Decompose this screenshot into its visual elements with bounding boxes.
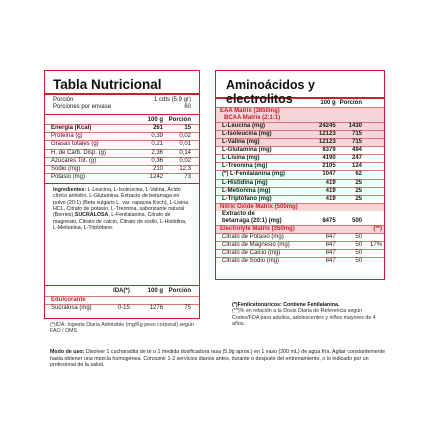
- sucralose-100g: 1276: [132, 305, 165, 313]
- sucralose-ida: 0-15: [102, 305, 132, 313]
- table-row: [216, 122, 384, 130]
- cell-b: 73: [165, 173, 199, 181]
- nitric-oxide-header-row: [216, 203, 384, 211]
- cell-name: L-Glutamina (mg): [216, 147, 312, 155]
- cell-name: Citrato de Potasio (mg): [216, 234, 312, 242]
- column-header-100g: 100 g: [147, 288, 164, 294]
- cell-name: L-Isoleucina (mg): [216, 130, 312, 138]
- column-header-ida: IDA(*): [113, 288, 130, 294]
- cell-a: 2,36: [131, 149, 165, 157]
- serving-size-label: Porción: [53, 96, 74, 103]
- usage-text: Disolver 1 cucharadita de té o 1 medida dosificadora rasa (5,9g aprox.) en 1 vaso (200 mL) de agua fría. Agitar constantemente hasta obtener una mezcla homogénea. Consumir 1-2 servicios diarios antes, durante o después del entrenamiento, o lo indicado por un profesional de la salud.: [50, 349, 386, 369]
- serving-size-value: 1 cdts (5,9 gr): [153, 96, 191, 103]
- cell-name: Potasio (mg): [45, 173, 131, 181]
- table-row: [216, 234, 384, 242]
- ingredients-sweetener: SUCRALOSA: [74, 212, 109, 219]
- cell-name: L-Treonina (mg): [216, 163, 312, 171]
- cell-b: 50: [338, 234, 364, 242]
- table-row: [45, 141, 199, 149]
- cell-a: 261: [131, 125, 165, 133]
- cell-a: 8379: [312, 147, 338, 155]
- divider: [45, 114, 199, 116]
- column-header-portion: Porción: [168, 288, 191, 294]
- amino-acids-table: [216, 100, 384, 266]
- cell-b: 0,01: [165, 141, 199, 149]
- sweetener-ida-table: [44, 285, 200, 319]
- table-row: [45, 165, 199, 173]
- table-row: [45, 133, 199, 141]
- cell-b: 25: [338, 179, 364, 187]
- table-row: [216, 147, 384, 155]
- beetroot-extract-portion: 500: [352, 218, 363, 224]
- electrolyte-header-row: [216, 226, 384, 234]
- table-row: [216, 130, 384, 138]
- usage-label: Modo de uso:: [50, 349, 85, 355]
- table-row: [216, 139, 384, 147]
- sucralose-portion: 75: [165, 305, 199, 313]
- usage-instructions: [50, 349, 395, 369]
- cell-a: 1242: [131, 173, 165, 181]
- cell-c: [364, 234, 384, 242]
- cell-name: H. de Carb. Disp. (g): [45, 149, 131, 157]
- column-header-100g: 100 g: [147, 117, 164, 124]
- cell-name: Azúcares Tot. (g): [45, 157, 131, 165]
- cell-a: 1047: [312, 171, 338, 179]
- cell-a: 2105: [312, 163, 338, 171]
- ida-footnote: (*)IDA: Ingesta Diaria Admisible (mg/Kg peso corporal) según FAO / OMS: [50, 322, 194, 335]
- cell-b: 50: [338, 258, 364, 266]
- cell-a: 419: [312, 187, 338, 195]
- nutrition-values-table: [45, 117, 199, 181]
- cell-name: Proteína (g): [45, 133, 131, 141]
- cell-name: Energía (Kcal): [45, 125, 131, 133]
- cell-a: 419: [312, 179, 338, 187]
- eaa-matrix-header: EAA Matrix (3850mg): [216, 107, 384, 115]
- cell-a: 12123: [312, 139, 338, 147]
- table-header-row: [45, 288, 199, 296]
- amino-acids-title: Aminoácidos y electrolitos: [226, 78, 315, 106]
- cell-name: L-Histidina (mg): [216, 179, 312, 187]
- cell-b: 494: [338, 147, 364, 155]
- cell-name: L-Lisina (mg): [216, 155, 312, 163]
- cell-b: 124: [338, 163, 364, 171]
- cell-b: 50: [338, 242, 364, 250]
- table-row: [45, 125, 199, 133]
- cell-a: 419: [312, 195, 338, 203]
- cell-b: 25: [338, 195, 364, 203]
- cell-a: 0,39: [131, 133, 165, 141]
- table-header-row: [45, 117, 199, 125]
- reference-dose-note: (**)% en relación a la Dosis Diaria de Referencia según Codex/FDA para adultos, adolescentes y niños mayores de 4 años.: [232, 308, 376, 328]
- cell-c: [364, 258, 384, 266]
- column-header-100g: 100 g: [320, 99, 336, 106]
- ingredients-label: Ingredientes:: [53, 186, 87, 193]
- table-row: [216, 179, 384, 187]
- servings-per-container-label: Porciones por envase: [53, 104, 112, 111]
- cell-b: 62: [338, 171, 364, 179]
- cell-a: 24245: [312, 122, 338, 130]
- ingredients-list-part2: , L-Fenilalanina, Citrato de magnesio, Citrato de calcio, Citrato de sodio, L-Histidina, L-Metionina, L-Triptófano.: [53, 212, 187, 232]
- cell-name: Grasas totales (g): [45, 141, 131, 149]
- ingredients-list-part1: L-Leucina, L-Isoleucina, L-Valina, Ácido cítrico anhidro, L-Glutamina, Extracto de betarraga en polvo (20:1) (Beta vulgaris L. var. rapacea Koch), L-Lisina HCL, Citrato de potasio, L-Treonina, saborizante natural (Berries),: [53, 186, 189, 219]
- table-row: [216, 171, 384, 179]
- cell-name: L-Valina (mg): [216, 139, 312, 147]
- table-row: [216, 211, 384, 218]
- table-row: [45, 173, 199, 181]
- electrolyte-header: Electrolyte Matrix (350mg): [216, 226, 364, 234]
- sweetener-section-label: Edulcorante: [45, 296, 102, 305]
- cell-b: 12,3: [165, 165, 199, 173]
- cell-c: [364, 250, 384, 258]
- cell-a: 0,36: [131, 157, 165, 165]
- nutrition-table-panel: [44, 70, 200, 286]
- table-row: [216, 187, 384, 195]
- cell-a: 847: [312, 250, 338, 258]
- column-header-portion: Porción: [339, 99, 363, 106]
- beetroot-extract-label-2: betarraga (20:1) (mg): [222, 218, 282, 224]
- ingredients-text: [45, 184, 199, 232]
- cell-name: Sodio (mg): [45, 165, 131, 173]
- electrolyte-mark: (**): [364, 226, 384, 234]
- cell-c: 17%: [364, 242, 384, 250]
- cell-b: 247: [338, 155, 364, 163]
- ida-table: [45, 288, 199, 313]
- nitric-oxide-header: Nitric Oxide Matrix (500mg): [216, 203, 384, 211]
- cell-a: 4190: [312, 155, 338, 163]
- beetroot-extract-label-1: Extracto de: [222, 210, 255, 217]
- cell-a: 12123: [312, 130, 338, 138]
- cell-b: 15: [165, 125, 199, 133]
- table-row: [216, 163, 384, 171]
- table-row: [216, 218, 384, 226]
- table-row: [216, 250, 384, 258]
- column-header-extra: [364, 100, 384, 108]
- bcaa-matrix-header-row: [216, 115, 384, 123]
- cell-name: (*) L-Fenilalanina (mg): [216, 171, 312, 179]
- nutrition-table-title: Tabla Nutricional: [53, 77, 162, 92]
- table-row: [45, 296, 199, 305]
- cell-name: Citrato de Magnesio (mg): [216, 242, 312, 250]
- cell-b: 0,02: [165, 133, 199, 141]
- serving-size-row: [45, 97, 199, 105]
- cell-b: 715: [338, 130, 364, 138]
- cell-name: Citrato de Calcio (mg): [216, 250, 312, 258]
- eaa-matrix-header-row: [216, 107, 384, 115]
- amino-acids-panel: [215, 70, 385, 280]
- cell-b: 0,02: [165, 157, 199, 165]
- cell-a: 847: [312, 258, 338, 266]
- sucralose-label: Sucralosa (mg): [45, 305, 102, 313]
- cell-b: 25: [338, 187, 364, 195]
- cell-b: 50: [338, 250, 364, 258]
- cell-b: 715: [338, 139, 364, 147]
- cell-a: 847: [312, 242, 338, 250]
- cell-name: L-Leucina (mg): [216, 122, 312, 130]
- cell-name: Citrato de Sodio (mg): [216, 258, 312, 266]
- cell-a: 210: [131, 165, 165, 173]
- servings-per-container-row: [45, 104, 199, 112]
- cell-name: L-Triptófano (mg): [216, 195, 312, 203]
- cell-a: 847: [312, 234, 338, 242]
- table-row: [45, 305, 199, 313]
- servings-per-container-value: 60: [184, 104, 191, 111]
- column-header-portion: Porción: [168, 117, 191, 124]
- table-row: [45, 157, 199, 165]
- beetroot-extract-100g: 8475: [322, 218, 336, 224]
- cell-b: 0,14: [165, 149, 199, 157]
- table-row: [216, 242, 384, 250]
- table-row: [45, 149, 199, 157]
- table-row: [216, 195, 384, 203]
- cell-b: 1430: [338, 122, 364, 130]
- table-row: [216, 258, 384, 266]
- phenylketonuric-warning-text: (*)Fenilcetonúricos: Contiene Fenilalanina.: [232, 302, 340, 308]
- cell-name: L-Metionina (mg): [216, 187, 312, 195]
- cell-a: 0,21: [131, 141, 165, 149]
- table-row: [216, 155, 384, 163]
- footnotes: [232, 302, 382, 328]
- bcaa-matrix-header: BCAA Matrix (2:1:1): [224, 114, 281, 121]
